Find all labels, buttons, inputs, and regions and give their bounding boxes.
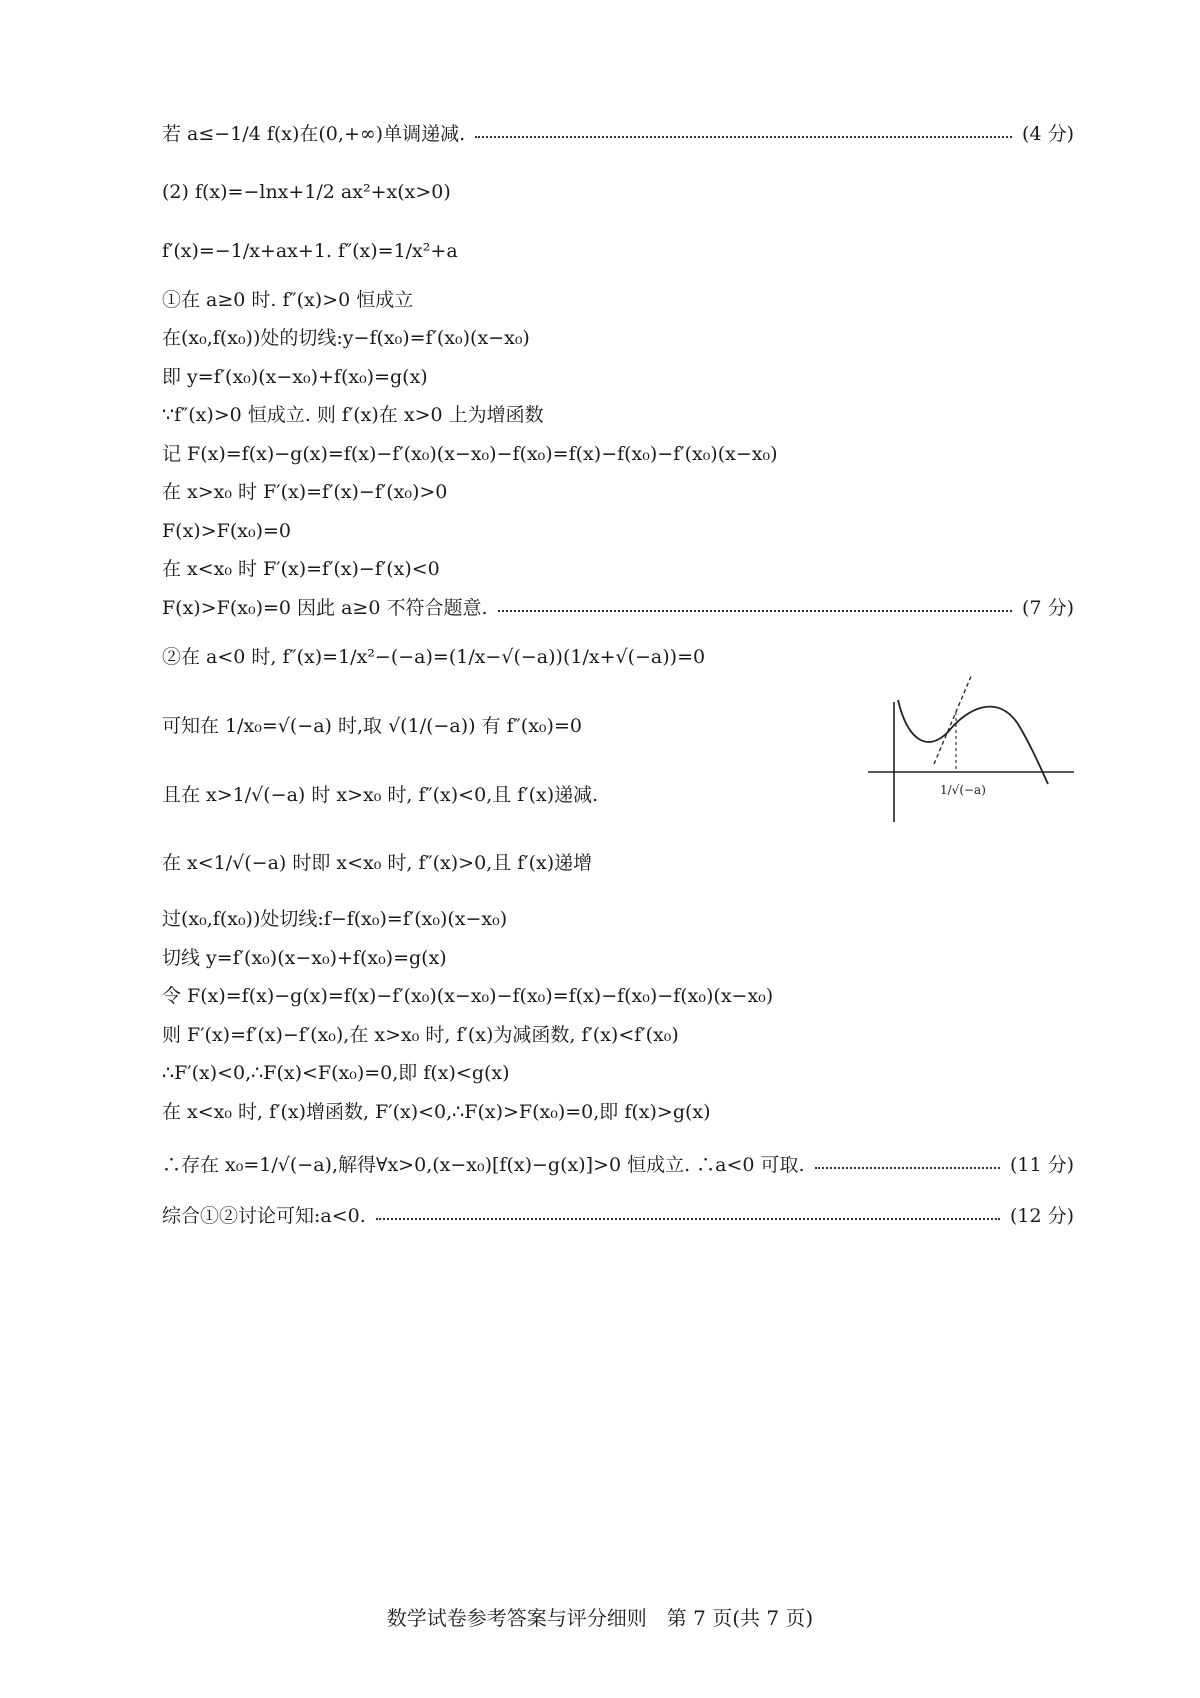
line-13 xyxy=(162,645,840,669)
line-text: F(x)>F(x₀)=0 xyxy=(162,520,291,542)
line-3 xyxy=(162,239,1074,263)
score-label: (11 分) xyxy=(1009,1154,1074,1176)
line-9 xyxy=(162,480,1074,504)
line-10 xyxy=(162,519,1074,543)
leader-dots xyxy=(475,136,1012,138)
line-18 xyxy=(162,946,1074,970)
line-text: 在 x>x₀ 时 F′(x)=f′(x)−f′(x₀)>0 xyxy=(162,481,448,503)
tangent-line xyxy=(934,674,972,764)
line-8 xyxy=(162,442,1074,466)
line-4 xyxy=(162,288,1074,312)
line-text: 记 F(x)=f(x)−g(x)=f(x)−f′(x₀)(x−x₀)−f(x₀)=f(x)−f(x₀)−f′(x₀)(x−x₀) xyxy=(162,443,778,465)
line-text: 切线 y=f′(x₀)(x−x₀)+f(x₀)=g(x) xyxy=(162,947,447,969)
line-21 xyxy=(162,1061,1074,1085)
line-19 xyxy=(162,984,1074,1008)
line-text: ∴F′(x)<0,∴F(x)<F(x₀)=0,即 f(x)<g(x) xyxy=(162,1062,510,1084)
line-text: ②在 a<0 时, f″(x)=1/x²−(−a)=(1/x−√(−a))(1/x+√(−a))=0 xyxy=(162,646,706,668)
line-17 xyxy=(162,907,1074,931)
line-text: 令 F(x)=f(x)−g(x)=f(x)−f′(x₀)(x−x₀)−f(x₀)=f(x)−f(x₀)−f(x₀)(x−x₀) xyxy=(162,985,774,1007)
line-text: 在 x<x₀ 时, f′(x)增函数, F′(x)<0,∴F(x)>F(x₀)=0,即 f(x)>g(x) xyxy=(162,1101,711,1123)
line-12 xyxy=(162,596,1074,620)
line-text: F(x)>F(x₀)=0 因此 a≥0 不符合题意. xyxy=(162,597,488,619)
line-text: (2) f(x)=−lnx+1/2 ax²+x(x>0) xyxy=(162,181,451,203)
score-label: (4 分) xyxy=(1022,123,1074,145)
line-16 xyxy=(162,851,1074,875)
tick-label: 1/√(−a) xyxy=(940,783,986,797)
line-text: ①在 a≥0 时. f″(x)>0 恒成立 xyxy=(162,289,414,311)
line-5 xyxy=(162,326,1074,350)
line-text: 可知在 1/x₀=√(−a) 时,取 √(1/(−a)) 有 f″(x₀)=0 xyxy=(162,715,582,737)
line-22 xyxy=(162,1100,1074,1124)
leader-dots xyxy=(815,1167,1000,1169)
leader-dots xyxy=(498,610,1013,612)
line-20 xyxy=(162,1023,1074,1047)
score-label: (12 分) xyxy=(1009,1205,1074,1227)
line-text: ∴存在 x₀=1/√(−a),解得∀x>0,(x−x₀)[f(x)−g(x)]>0 恒成立. ∴a<0 可取. xyxy=(162,1154,805,1176)
line-text: 且在 x>1/√(−a) 时 x>x₀ 时, f″(x)<0,且 f′(x)递减. xyxy=(162,784,599,806)
line-text: 即 y=f′(x₀)(x−x₀)+f(x₀)=g(x) xyxy=(162,366,428,388)
line-text: f′(x)=−1/x+ax+1. f″(x)=1/x²+a xyxy=(162,240,458,262)
line-text: 在(x₀,f(x₀))处的切线:y−f(x₀)=f′(x₀)(x−x₀) xyxy=(162,327,530,349)
line-2 xyxy=(162,180,1074,204)
line-23 xyxy=(162,1153,1074,1177)
page-footer: 数学试卷参考答案与评分细则 第 7 页(共 7 页) xyxy=(386,1606,814,1630)
line-text: 在 x<x₀ 时 F′(x)=f′(x)−f′(x)<0 xyxy=(162,558,440,580)
line-text: 在 x<1/√(−a) 时即 x<x₀ 时, f″(x)>0,且 f′(x)递增 xyxy=(162,852,593,874)
line-6 xyxy=(162,365,1074,389)
line-text: ∵f″(x)>0 恒成立. 则 f′(x)在 x>0 上为增函数 xyxy=(162,404,544,426)
line-7 xyxy=(162,403,1074,427)
line-24 xyxy=(162,1204,1074,1228)
leader-dots xyxy=(376,1218,1000,1220)
line-text: 则 F′(x)=f′(x)−f′(x₀),在 x>x₀ 时, f′(x)为减函数, f′(x)<f′(x₀) xyxy=(162,1024,679,1046)
line-text: 综合①②讨论可知:a<0. xyxy=(162,1205,366,1227)
line-text: 若 a≤−1/4 f(x)在(0,+∞)单调递减. xyxy=(162,123,466,145)
line-11 xyxy=(162,557,1074,581)
line-14 xyxy=(162,714,840,738)
line-text: 过(x₀,f(x₀))处切线:f−f(x₀)=f′(x₀)(x−x₀) xyxy=(162,908,508,930)
score-label: (7 分) xyxy=(1022,597,1074,619)
function-sketch-graph xyxy=(868,672,1078,832)
line-1 xyxy=(162,122,1074,146)
